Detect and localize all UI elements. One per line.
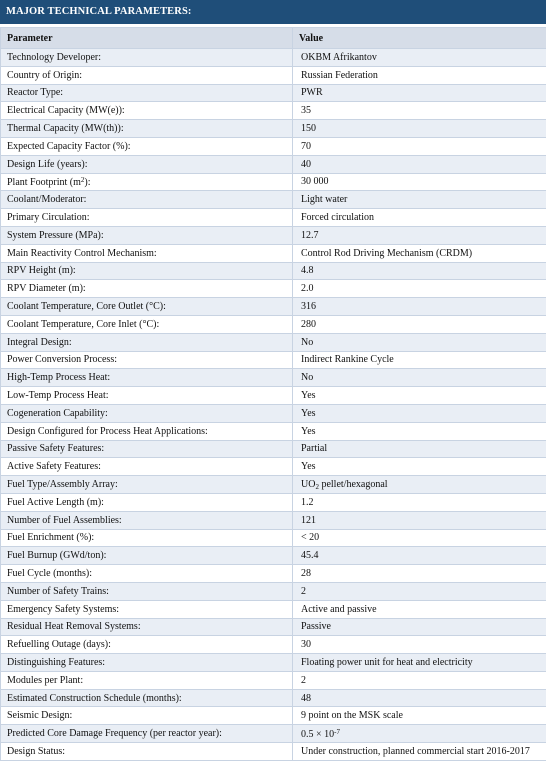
- parameter-label: Low-Temp Process Heat:: [7, 390, 109, 402]
- parameter-label: Coolant Temperature, Core Inlet (°C):: [7, 318, 160, 330]
- value-text: Control Rod Driving Mechanism (CRDM): [301, 247, 473, 259]
- table-row: [1, 66, 546, 84]
- parameter-cell: [1, 671, 293, 689]
- value-text: Forced circulation: [301, 212, 375, 224]
- parameter-label: Design Configured for Process Heat Applications:: [7, 425, 208, 437]
- value-cell: [293, 298, 546, 316]
- value-cell: [293, 671, 546, 689]
- parameter-cell: [1, 636, 293, 654]
- value-text: No: [301, 336, 314, 348]
- parameter-cell: [1, 226, 293, 244]
- parameter-cell: [1, 155, 293, 173]
- value-text: 150: [301, 123, 316, 135]
- table-row: [1, 529, 546, 547]
- table-row: [1, 618, 546, 636]
- table-row: [1, 84, 546, 102]
- table-row: [1, 689, 546, 707]
- table-row: [1, 49, 546, 67]
- parameter-label: Emergency Safety Systems:: [7, 603, 120, 615]
- parameter-label: Refuelling Outage (days):: [7, 639, 111, 651]
- parameter-cell: [1, 262, 293, 280]
- value-subscript: 2: [315, 482, 319, 491]
- parameter-cell: [1, 493, 293, 511]
- value-cell: [293, 458, 546, 476]
- parameter-label: Active Safety Features:: [7, 461, 101, 473]
- table-row: [1, 476, 546, 494]
- value-text: 4.8: [301, 265, 314, 277]
- parameter-label: Fuel Active Length (m):: [7, 496, 104, 508]
- value-cell: [293, 209, 546, 227]
- column-header-value: Value: [293, 28, 546, 49]
- value-text: 2: [301, 585, 306, 597]
- value-text: 70: [301, 140, 311, 152]
- table-row: [1, 671, 546, 689]
- parameter-label: Fuel Cycle (months):: [7, 568, 92, 579]
- value-text: 1.2: [301, 496, 314, 508]
- parameter-label: Thermal Capacity (MW(th)):: [7, 123, 124, 135]
- parameter-cell: [1, 244, 293, 262]
- table-row: [1, 369, 546, 387]
- value-cell: [293, 636, 546, 654]
- parameter-cell: [1, 137, 293, 155]
- parameter-label: Design Status:: [7, 745, 66, 757]
- value-text: 2.0: [301, 283, 314, 295]
- value-text: Partial: [301, 443, 328, 455]
- value-cell: [293, 654, 546, 672]
- parameter-label: Number of Safety Trains:: [7, 585, 109, 597]
- parameter-cell: [1, 422, 293, 440]
- parameter-superscript: 2: [80, 175, 85, 184]
- parameter-label: Expected Capacity Factor (%):: [7, 140, 131, 152]
- parameter-label: High-Temp Process Heat:: [7, 372, 111, 384]
- value-cell: [293, 155, 546, 173]
- table-row: [1, 155, 546, 173]
- parameter-cell: [1, 191, 293, 209]
- value-text: Yes: [301, 407, 316, 419]
- table-row: [1, 600, 546, 618]
- parameter-cell: [1, 707, 293, 725]
- parameter-cell: [1, 66, 293, 84]
- parameter-cell: [1, 333, 293, 351]
- value-text: Light water: [301, 194, 348, 206]
- value-cell: [293, 244, 546, 262]
- value-cell: [293, 137, 546, 155]
- parameter-cell: [1, 654, 293, 672]
- value-text: Yes: [301, 425, 316, 437]
- value-text: 30: [301, 639, 311, 651]
- parameter-cell: [1, 173, 293, 191]
- parameter-label: Fuel Enrichment (%):: [7, 532, 95, 544]
- table-row: [1, 351, 546, 369]
- value-cell: [293, 547, 546, 565]
- value-cell: [293, 84, 546, 102]
- value-cell: [293, 493, 546, 511]
- value-text: 28: [301, 568, 311, 579]
- parameter-cell: [1, 618, 293, 636]
- value-text: PWR: [301, 87, 323, 99]
- parameter-cell: [1, 458, 293, 476]
- parameter-cell: [1, 725, 293, 743]
- value-cell: [293, 315, 546, 333]
- parameter-label: Plant Footprint (m: [7, 176, 81, 188]
- parameter-label: Main Reactivity Control Mechanism:: [7, 247, 157, 259]
- table-row: [1, 137, 546, 155]
- value-cell: [293, 565, 546, 583]
- value-cell: [293, 511, 546, 529]
- table-row: [1, 226, 546, 244]
- parameter-label: RPV Height (m):: [7, 265, 76, 277]
- value-cell: [293, 422, 546, 440]
- parameter-label: Country of Origin:: [7, 69, 82, 81]
- parameter-cell: [1, 280, 293, 298]
- value-cell: [293, 476, 546, 494]
- value-cell: [293, 725, 546, 743]
- table-row: [1, 511, 546, 529]
- table-row: [1, 333, 546, 351]
- parameter-label: Power Conversion Process:: [7, 354, 117, 366]
- table-row: [1, 654, 546, 672]
- parameters-table: [0, 27, 546, 761]
- value-text: Yes: [301, 390, 316, 402]
- parameter-cell: [1, 476, 293, 494]
- section-title: MAJOR TECHNICAL PARAMETERS:: [0, 0, 546, 24]
- value-cell: [293, 262, 546, 280]
- table-row: [1, 707, 546, 725]
- parameter-cell: [1, 387, 293, 405]
- value-text: 0.5 × 10: [301, 728, 335, 740]
- value-text: 45.4: [301, 550, 319, 562]
- value-text: No: [301, 372, 314, 384]
- parameter-label: Distinguishing Features:: [7, 656, 106, 668]
- table-row: [1, 440, 546, 458]
- parameter-label: Design Life (years):: [7, 158, 88, 170]
- parameter-cell: [1, 440, 293, 458]
- parameter-cell: [1, 511, 293, 529]
- parameter-label: Estimated Construction Schedule (months):: [7, 692, 182, 704]
- value-text-tail: pellet/hexagonal: [318, 478, 388, 490]
- value-text: 121: [301, 514, 316, 526]
- value-cell: [293, 120, 546, 138]
- parameter-label: Electrical Capacity (MW(e)):: [7, 105, 125, 117]
- parameter-label: Seismic Design:: [7, 710, 73, 722]
- value-text: Passive: [301, 621, 331, 633]
- parameter-cell: [1, 600, 293, 618]
- table-row: [1, 387, 546, 405]
- table-row: [1, 298, 546, 316]
- value-cell: [293, 582, 546, 600]
- parameter-cell: [1, 743, 293, 761]
- parameter-cell: [1, 351, 293, 369]
- table-header-row: [1, 28, 546, 49]
- parameter-label: System Pressure (MPa):: [7, 229, 104, 241]
- parameter-label: RPV Diameter (m):: [7, 283, 86, 295]
- parameter-label: Number of Fuel Assemblies:: [7, 514, 122, 526]
- value-text: 2: [301, 674, 306, 686]
- parameter-label: Residual Heat Removal Systems:: [7, 621, 141, 633]
- value-cell: [293, 387, 546, 405]
- parameter-cell: [1, 547, 293, 565]
- value-cell: [293, 440, 546, 458]
- value-cell: [293, 529, 546, 547]
- parameter-cell: [1, 582, 293, 600]
- value-text: UO: [301, 478, 316, 490]
- parameter-label: Passive Safety Features:: [7, 443, 105, 455]
- value-text: 316: [301, 301, 316, 313]
- parameter-label: Reactor Type:: [7, 87, 64, 99]
- value-text: Russian Federation: [301, 69, 378, 81]
- parameter-label: Predicted Core Damage Frequency (per reactor year):: [7, 728, 222, 740]
- value-superscript: -7: [334, 727, 340, 736]
- parameter-label: Coolant Temperature, Core Outlet (°C):: [7, 301, 166, 313]
- value-cell: [293, 600, 546, 618]
- table-row: [1, 102, 546, 120]
- parameter-label: Technology Developer:: [7, 51, 101, 63]
- table-row: [1, 120, 546, 138]
- table-body: [1, 49, 546, 761]
- value-cell: [293, 689, 546, 707]
- value-cell: [293, 49, 546, 67]
- value-text: Indirect Rankine Cycle: [301, 354, 394, 366]
- parameter-cell: [1, 298, 293, 316]
- table-row: [1, 582, 546, 600]
- table-row: [1, 191, 546, 209]
- parameter-cell: [1, 102, 293, 120]
- parameter-label: Primary Circulation:: [7, 212, 90, 224]
- table-row: [1, 725, 546, 743]
- table-row: [1, 565, 546, 583]
- parameter-label: Coolant/Moderator:: [7, 194, 87, 206]
- value-cell: [293, 226, 546, 244]
- value-text: Yes: [301, 461, 316, 473]
- value-cell: [293, 369, 546, 387]
- parameter-cell: [1, 120, 293, 138]
- value-text: 40: [301, 158, 311, 170]
- parameter-label: Integral Design:: [7, 336, 72, 348]
- value-text: < 20: [301, 532, 320, 544]
- value-cell: [293, 707, 546, 725]
- parameter-label: Modules per Plant:: [7, 674, 84, 686]
- value-cell: [293, 743, 546, 761]
- value-cell: [293, 404, 546, 422]
- value-cell: [293, 618, 546, 636]
- table-row: [1, 173, 546, 191]
- parameter-cell: [1, 49, 293, 67]
- value-cell: [293, 333, 546, 351]
- value-text: 35: [301, 105, 311, 117]
- parameter-cell: [1, 315, 293, 333]
- parameter-label: Cogeneration Capability:: [7, 407, 108, 419]
- value-text: 280: [301, 318, 316, 330]
- table-row: [1, 315, 546, 333]
- parameter-cell: [1, 369, 293, 387]
- value-text: Under construction, planned commercial start 2016-2017: [301, 745, 530, 757]
- parameter-cell: [1, 404, 293, 422]
- value-cell: [293, 173, 546, 191]
- parameter-label: Fuel Type/Assembly Array:: [7, 479, 118, 491]
- parameter-cell: [1, 84, 293, 102]
- value-cell: [293, 191, 546, 209]
- table-row: [1, 547, 546, 565]
- value-text: OKBM Afrikantov: [301, 51, 377, 63]
- parameter-cell: [1, 209, 293, 227]
- table-row: [1, 404, 546, 422]
- value-cell: [293, 66, 546, 84]
- parameter-cell: [1, 689, 293, 707]
- table-row: [1, 262, 546, 280]
- value-text: 30 000: [301, 176, 329, 188]
- value-text: 9 point on the MSK scale: [301, 710, 403, 722]
- parameter-label-tail: ):: [84, 176, 91, 188]
- table-row: [1, 743, 546, 761]
- parameter-cell: [1, 529, 293, 547]
- value-text: Floating power unit for heat and electricity: [301, 656, 473, 668]
- column-header-parameter: Parameter: [1, 28, 293, 49]
- table-row: [1, 493, 546, 511]
- table-row: [1, 244, 546, 262]
- table-row: [1, 636, 546, 654]
- table-row: [1, 280, 546, 298]
- table-row: [1, 422, 546, 440]
- value-text: 12.7: [301, 229, 319, 241]
- parameter-label: Fuel Burnup (GWd/ton):: [7, 550, 107, 562]
- parameter-cell: [1, 565, 293, 583]
- value-cell: [293, 351, 546, 369]
- table-row: [1, 209, 546, 227]
- value-cell: [293, 280, 546, 298]
- value-cell: [293, 102, 546, 120]
- table-row: [1, 458, 546, 476]
- value-text: 48: [301, 692, 311, 704]
- value-text: Active and passive: [301, 603, 377, 615]
